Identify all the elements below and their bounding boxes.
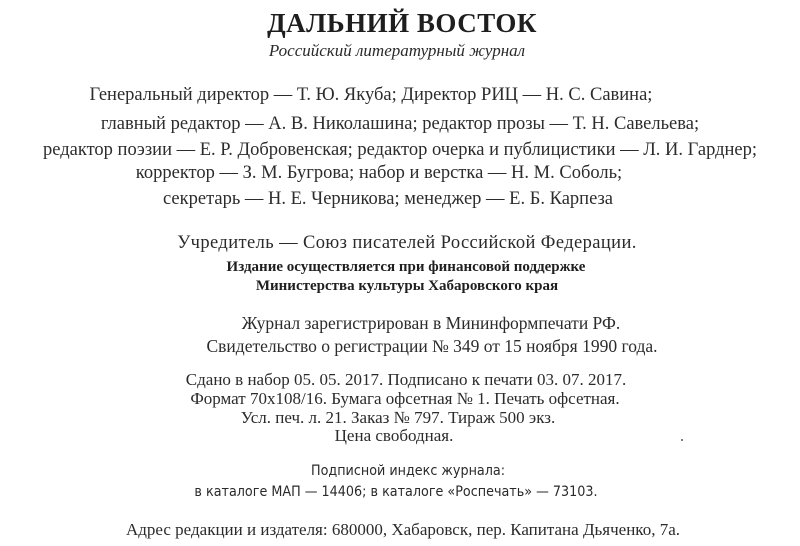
staff-line: Генеральный директор — Т. Ю. Якуба; Директор РИЦ — Н. С. Савина; [89,85,653,105]
editorial-address: Адрес редакции и издателя: 680000, Хабаровск, пер. Капитана Дьяченко, 7а. [125,520,681,539]
registration-line: Свидетельство о регистрации № 349 от 15 ноября 1990 года. [206,336,658,356]
staff-line: секретарь — Н. Е. Черникова; менеджер — Е. Б. Карпеза [162,189,614,209]
staff-line: главный редактор — А. В. Николашина; редактор прозы — Т. Н. Савельева; [100,114,700,134]
support-line: Издание осуществляется при финансовой поддержке [226,259,586,275]
print-line: Сдано в набор 05. 05. 2017. Подписано к печати 03. 07. 2017. [185,370,627,389]
journal-title: ДАЛЬНИЙ ВОСТОК [267,8,537,38]
subscription-line: в каталоге МАП — 14406; в каталоге «Роспечать» — 73103. [194,484,598,500]
print-line: Усл. печ. л. 21. Заказ № 797. Тираж 500 экз. [240,408,556,427]
print-line: Цена свободная. [334,426,454,445]
support-line: Министерства культуры Хабаровского края [255,278,559,294]
journal-subtitle: Российский литературный журнал [268,41,526,60]
subscription-line: Подписной индекс журнала: [310,463,506,479]
staff-line: корректор — З. М. Бугрова; набор и верстка — Н. М. Соболь; [135,163,623,183]
registration-line: Журнал зарегистрирован в Мининформпечати РФ. [241,313,621,333]
staff-line: редактор поэзии — Е. Р. Добровенская; редактор очерка и публицистики — Л. И. Гарднер; [43,140,757,160]
print-speck [681,439,683,441]
print-line: Формат 70х108/16. Бумага офсетная № 1. Печать офсетная. [190,389,620,408]
founder-statement: Учредитель — Союз писателей Российской Федерации. [177,233,637,253]
